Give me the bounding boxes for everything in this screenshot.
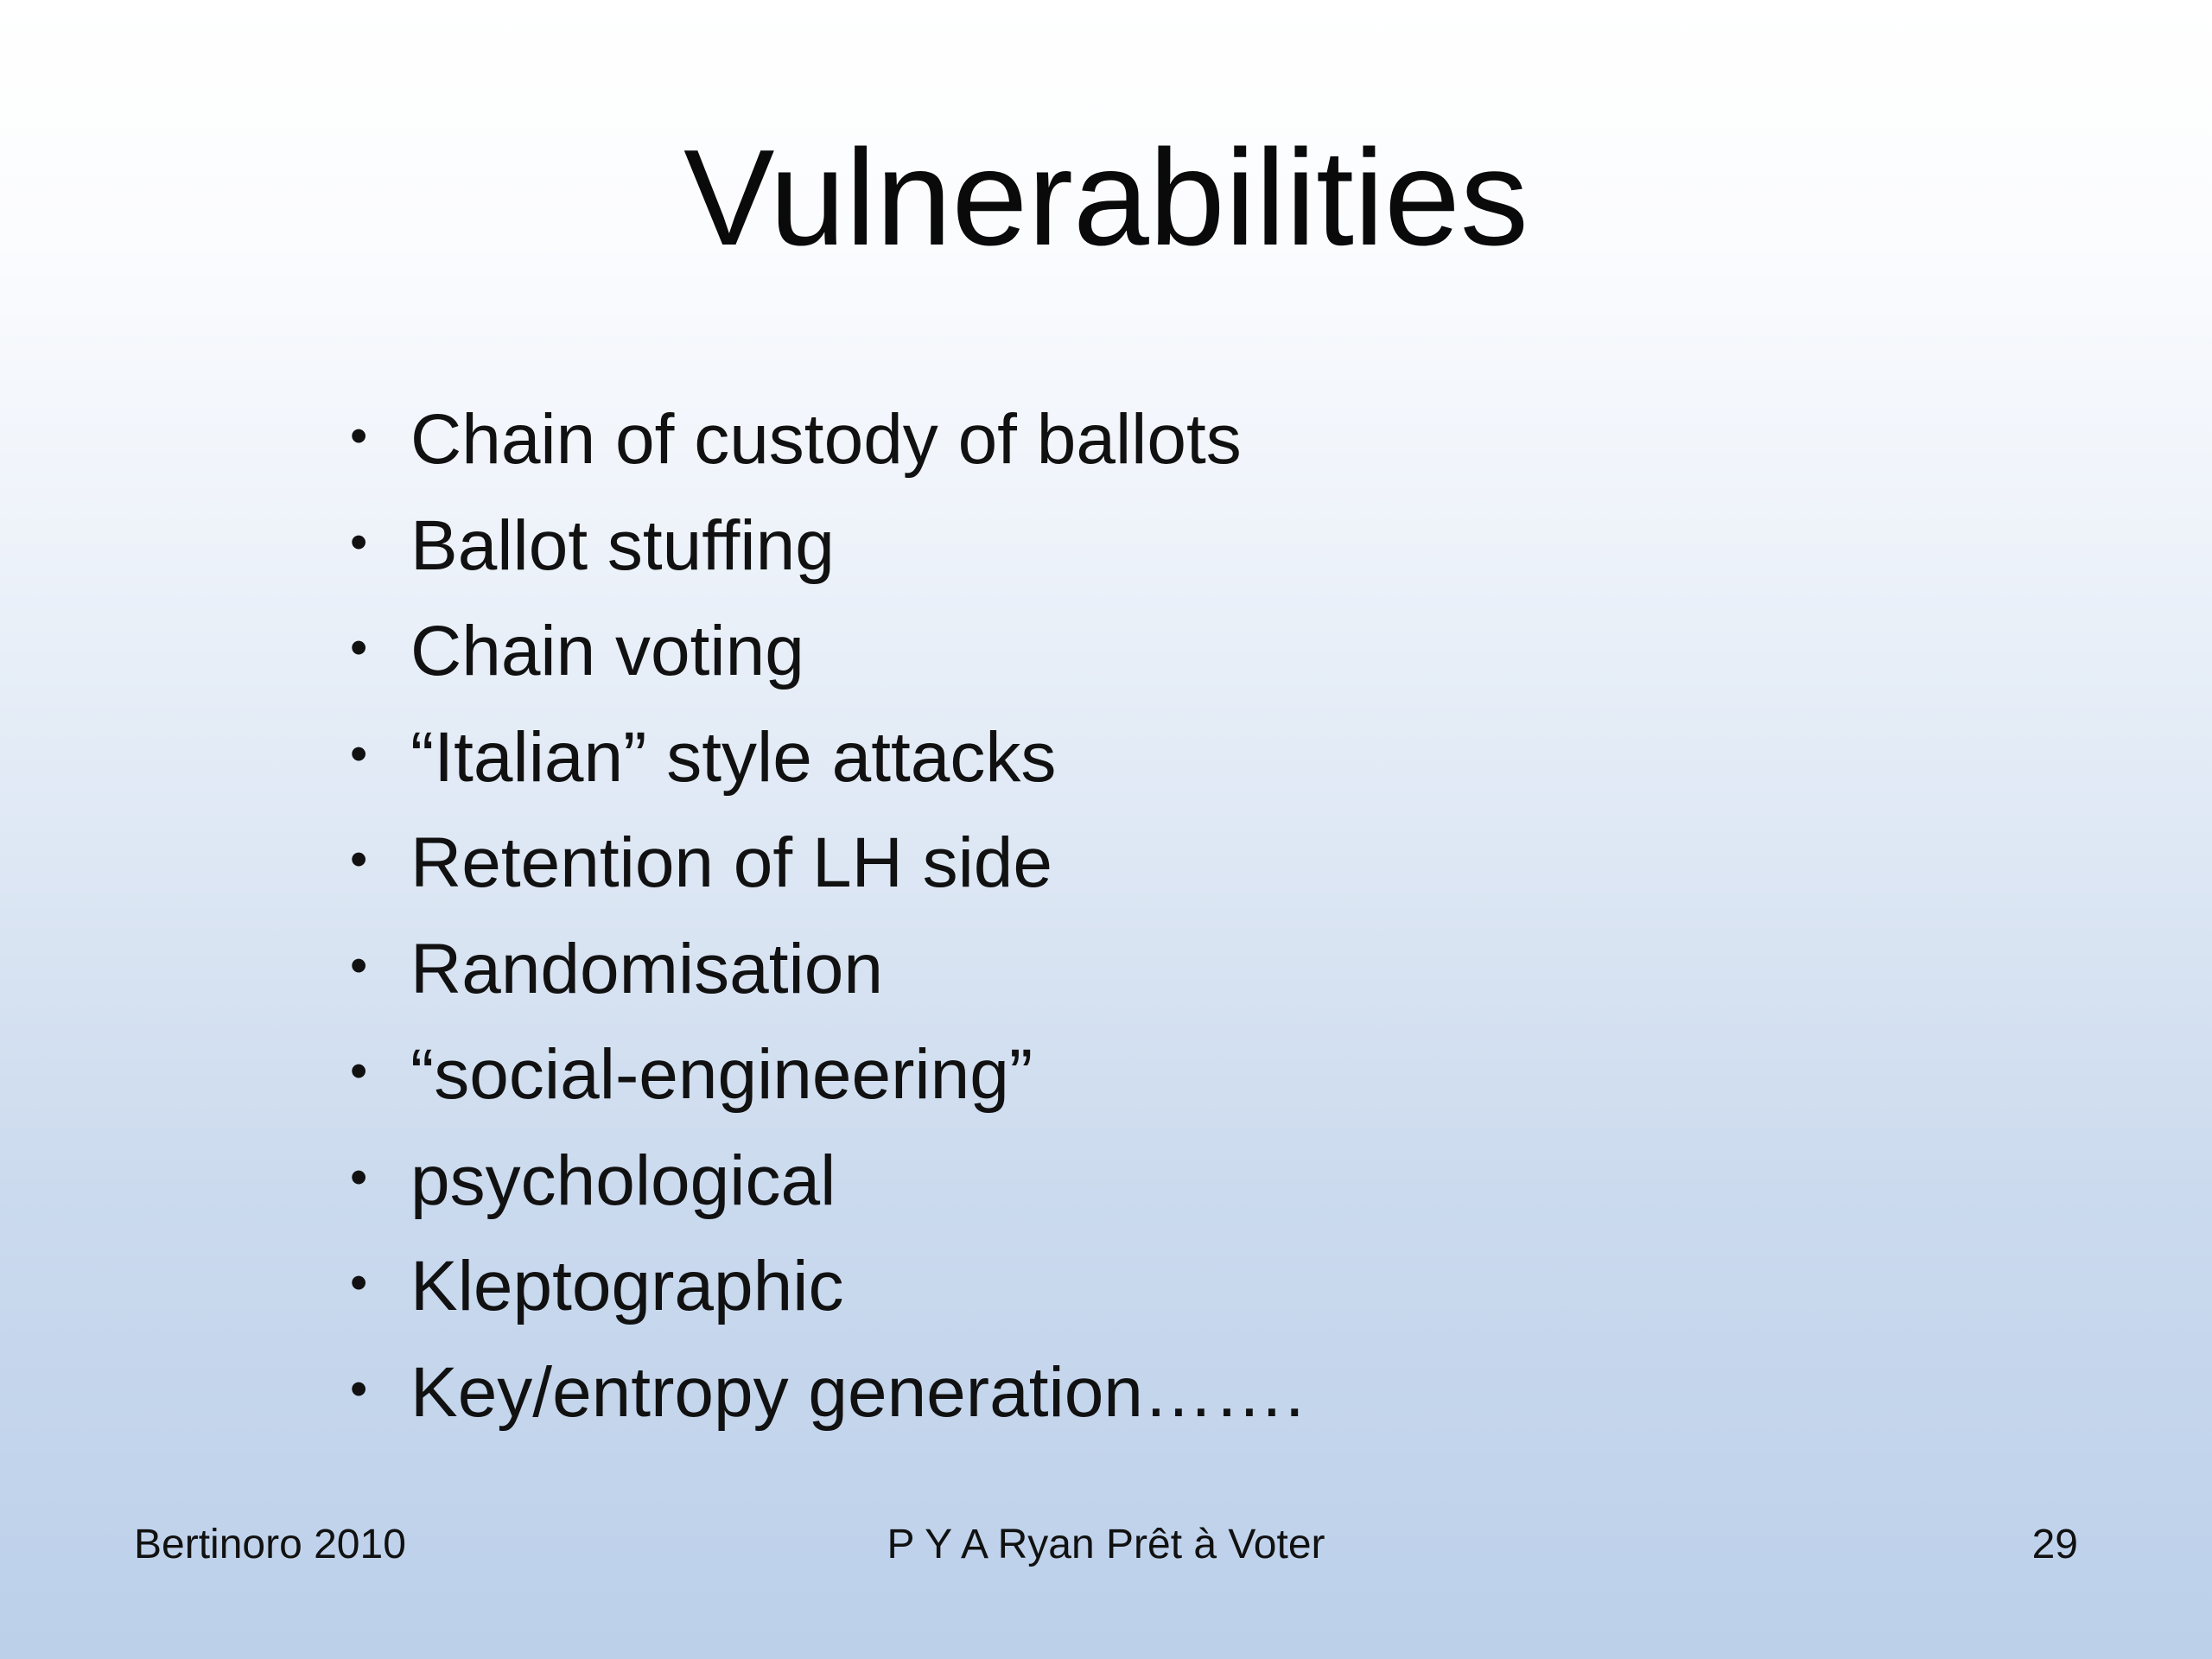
slide-title: Vulnerabilities <box>683 122 1529 274</box>
bullet-text-5: Retention of LH side <box>410 823 1053 902</box>
bullet-item-4 <box>350 715 1305 822</box>
bullet-item-3 <box>350 609 1305 715</box>
bullet-point-icon: • <box>350 513 368 570</box>
bullet-item-5 <box>350 821 1305 927</box>
bullet-item-1 <box>350 397 1305 504</box>
bullet-point-icon: • <box>350 937 368 994</box>
bullet-text-4: “Italian” style attacks <box>410 717 1057 797</box>
bullet-item-8 <box>350 1139 1305 1245</box>
footer-event-label: Bertinoro 2010 <box>134 1522 406 1567</box>
bullet-text-6: Randomisation <box>410 929 883 1008</box>
bullet-item-6 <box>350 927 1305 1033</box>
bullet-item-2 <box>350 504 1305 610</box>
bullet-item-7 <box>350 1033 1305 1139</box>
bullet-point-icon: • <box>350 831 368 887</box>
bullet-point-icon: • <box>350 1360 368 1417</box>
bullet-text-3: Chain voting <box>410 612 804 690</box>
bullet-text-8: psychological <box>410 1141 836 1220</box>
footer-author-title: P Y A Ryan Prêt à Voter <box>887 1522 1325 1567</box>
bullet-text-9: Kleptographic <box>410 1247 844 1325</box>
bullet-point-icon: • <box>350 620 368 676</box>
bullet-text-7: “social-engineering” <box>410 1035 1033 1114</box>
bullet-text-2: Ballot stuffing <box>410 505 835 585</box>
bullet-list <box>350 397 1305 1456</box>
bullet-point-icon: • <box>350 1043 368 1099</box>
bullet-item-9 <box>350 1244 1305 1351</box>
bullet-point-icon: • <box>350 725 368 782</box>
bullet-item-10 <box>350 1351 1305 1457</box>
slide-page-number: 29 <box>2031 1522 2078 1567</box>
bullet-point-icon: • <box>350 1255 368 1311</box>
bullet-point-icon: • <box>350 1148 368 1205</box>
bullet-point-icon: • <box>350 408 368 464</box>
bullet-text-1: Chain of custody of ballots <box>410 400 1242 479</box>
bullet-text-10: Key/entropy generation……. <box>410 1352 1305 1432</box>
